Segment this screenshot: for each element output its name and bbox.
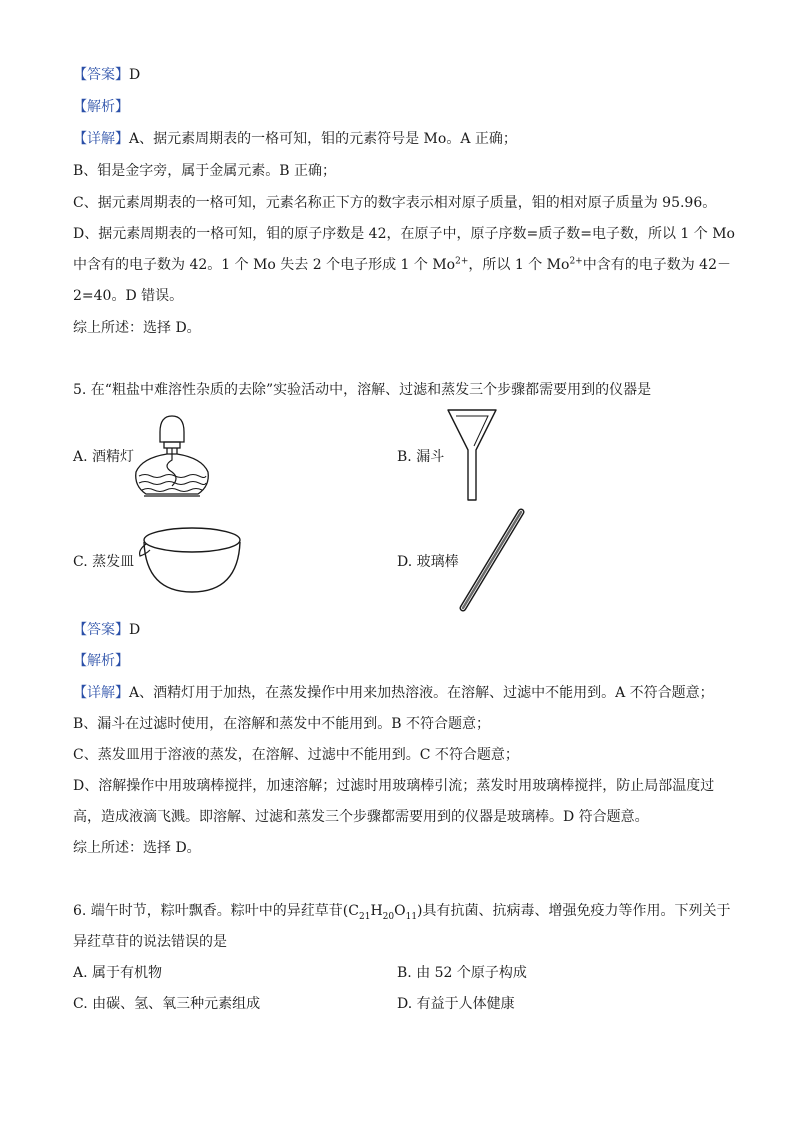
evaporating-dish-icon bbox=[136, 526, 244, 596]
text-segment: 中含有的电子数为 42－ bbox=[582, 257, 731, 273]
answer-tag: 【答案】 bbox=[73, 622, 129, 638]
funnel-icon bbox=[446, 408, 506, 503]
answer-tag: 【答案】 bbox=[73, 67, 129, 83]
detail-line-5c: C、蒸发皿用于溶液的蒸发，在溶解、过滤中不能用到。C 不符合题意； bbox=[73, 747, 519, 763]
answer-line bbox=[73, 65, 140, 85]
detail-text: A、酒精灯用于加热，在蒸发操作中用来加热溶液。在溶解、过滤中不能用到。A 不符合题意； bbox=[129, 685, 714, 701]
analysis-tag: 【解析】 bbox=[73, 99, 129, 115]
glass-rod-icon bbox=[457, 508, 527, 614]
option-c[interactable]: C. 由碳、氢、氧三种元素组成 bbox=[73, 996, 261, 1012]
text-segment: O bbox=[394, 903, 406, 919]
alcohol-lamp-icon bbox=[122, 410, 222, 500]
analysis-heading bbox=[73, 97, 129, 117]
detail-text: A、据元素周期表的一格可知，钼的元素符号是 Mo。A 正确； bbox=[129, 131, 517, 147]
detail-line-5d-cont: 高，造成液滴飞溅。即溶解、过滤和蒸发三个步骤都需要用到的仪器是玻璃棒。D 符合题意。 bbox=[73, 809, 649, 825]
detail-tag: 【详解】 bbox=[73, 131, 129, 147]
detail-line-d-end: 2=40。D 错误。 bbox=[73, 288, 184, 304]
option-b[interactable]: B. 由 52 个原子构成 bbox=[397, 965, 527, 981]
answer-value: D bbox=[129, 67, 141, 83]
detail-line-a bbox=[73, 129, 517, 149]
detail-line-d-cont bbox=[73, 255, 731, 275]
option-d[interactable]: D. 有益于人体健康 bbox=[397, 996, 515, 1012]
subscript: 21 bbox=[358, 911, 371, 922]
answer-value: D bbox=[129, 622, 141, 638]
text-segment: ，所以 1 个 Mo bbox=[468, 257, 570, 273]
subscript: 20 bbox=[382, 911, 395, 922]
detail-tag: 【详解】 bbox=[73, 685, 129, 701]
text-segment: H bbox=[370, 903, 383, 919]
summary-line-5: 综上所述：选择 D。 bbox=[73, 840, 201, 856]
question-5-stem: 5. 在“粗盐中难溶性杂质的去除”实验活动中，溶解、过滤和蒸发三个步骤都需要用到的仪器是 bbox=[73, 382, 652, 398]
option-a[interactable]: A. 酒精灯 bbox=[73, 449, 135, 465]
detail-line-d: D、据元素周期表的一格可知，钼的原子序数是 42，在原子中，原子序数=质子数=电子数，所以 1 个 Mo bbox=[73, 226, 735, 242]
option-c[interactable]: C. 蒸发皿 bbox=[73, 554, 135, 570]
detail-line-b: B、钼是金字旁，属于金属元素。B 正确； bbox=[73, 163, 337, 179]
ion-charge: 2+ bbox=[569, 256, 583, 267]
text-segment: 中含有的电子数为 42。1 个 Mo 失去 2 个电子形成 1 个 Mo bbox=[73, 257, 456, 273]
summary-line: 综上所述：选择 D。 bbox=[73, 320, 201, 336]
analysis-tag: 【解析】 bbox=[73, 653, 129, 669]
detail-line-5b: B、漏斗在过滤时使用，在溶解和蒸发中不能用到。B 不符合题意； bbox=[73, 716, 491, 732]
option-b[interactable]: B. 漏斗 bbox=[397, 449, 445, 465]
ion-charge: 2+ bbox=[455, 256, 469, 267]
text-segment: 6. 端午时节，粽叶飘香。粽叶中的异荭草苷(C bbox=[73, 903, 359, 919]
option-d[interactable]: D. 玻璃棒 bbox=[397, 554, 459, 570]
text-segment: )具有抗菌、抗病毒、增强免疫力等作用。下列关于 bbox=[417, 903, 731, 919]
question-6-stem-cont: 异荭草苷的说法错误的是 bbox=[73, 934, 227, 950]
detail-line-c: C、据元素周期表的一格可知，元素名称正下方的数字表示相对原子质量，钼的相对原子质量为 95.96。 bbox=[73, 195, 717, 211]
subscript: 11 bbox=[405, 911, 418, 922]
detail-line-5a bbox=[73, 683, 714, 703]
question-6-stem bbox=[73, 901, 731, 921]
analysis-heading-5 bbox=[73, 651, 129, 671]
option-a[interactable]: A. 属于有机物 bbox=[73, 965, 163, 981]
answer-line-5 bbox=[73, 620, 140, 640]
detail-line-5d: D、溶解操作中用玻璃棒搅拌，加速溶解；过滤时用玻璃棒引流；蒸发时用玻璃棒搅拌，防止局部温度过 bbox=[73, 778, 715, 794]
